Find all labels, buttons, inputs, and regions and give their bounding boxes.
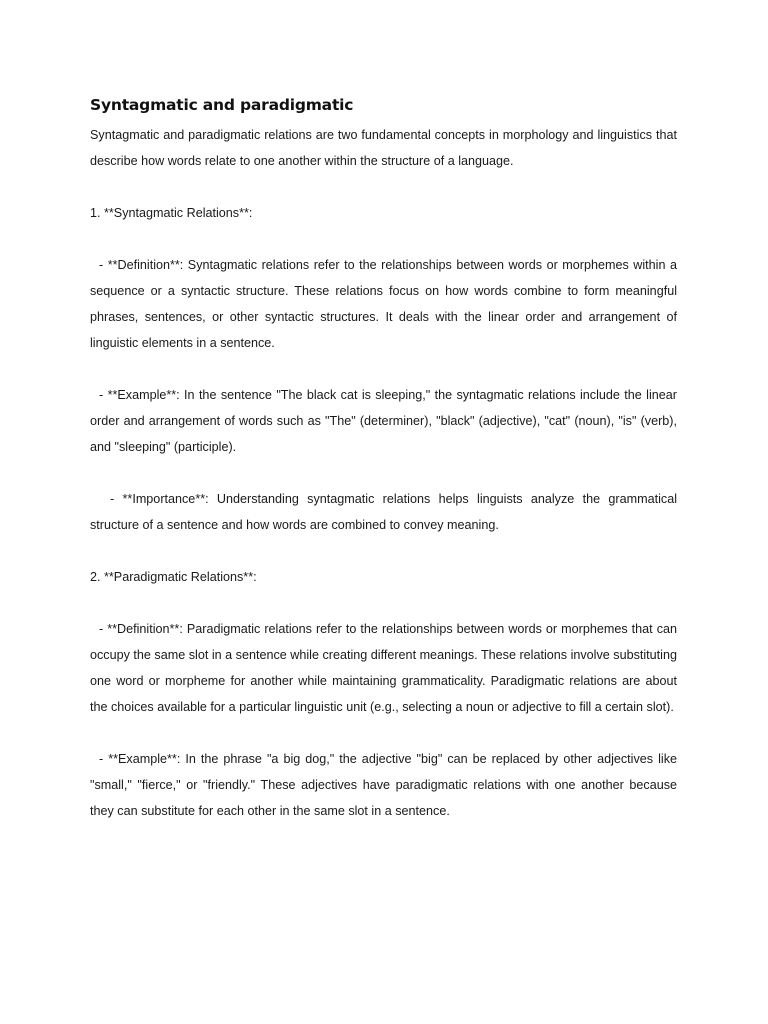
- spacer: [90, 460, 677, 486]
- section1-definition: - **Definition**: Syntagmatic relations refer to the relationships between words or morphemes within a sequence or a syntactic structure. These relations focus on how words combine to form meaningful phrases, sentences, or other syntactic structures. It deals with the linear order and arrangement of linguistic elements in a sentence.: [90, 258, 677, 350]
- spacer: [90, 356, 677, 382]
- document-title: Syntagmatic and paradigmatic: [90, 96, 354, 114]
- spacer: [90, 590, 677, 616]
- spacer: [90, 720, 677, 746]
- section2-definition: - **Definition**: Paradigmatic relations refer to the relationships between words or morphemes that can occupy the same slot in a sentence while creating different meanings. These relations involve substituting one word or morpheme for another while maintaining grammaticality. Paradigmatic relations are about the choices available for a particular linguistic unit (e.g., selecting a noun or adjective to fill a certain slot).: [90, 622, 677, 714]
- section1-heading: 1. **Syntagmatic Relations**:: [90, 206, 253, 220]
- section1-importance: - **Importance**: Understanding syntagmatic relations helps linguists analyze the grammatical structure of a sentence and how words are combined to convey meaning.: [90, 492, 677, 532]
- section1-example: - **Example**: In the sentence "The black cat is sleeping," the syntagmatic relations include the linear order and arrangement of words such as "The" (determiner), "black" (adjective), "cat" (noun), "is" (verb), and "sleeping" (participle).: [90, 388, 677, 454]
- section2-heading: 2. **Paradigmatic Relations**:: [90, 570, 257, 584]
- spacer: [90, 538, 677, 564]
- document-page: [90, 92, 677, 824]
- intro-paragraph: Syntagmatic and paradigmatic relations are two fundamental concepts in morphology and linguistics that describe how words relate to one another within the structure of a language.: [90, 128, 677, 168]
- section2-example: - **Example**: In the phrase "a big dog," the adjective "big" can be replaced by other adjectives like "small," "fierce," or "friendly." These adjectives have paradigmatic relations with one another because they can substitute for each other in the same slot in a sentence.: [90, 752, 677, 818]
- spacer: [90, 226, 677, 252]
- spacer: [90, 174, 677, 200]
